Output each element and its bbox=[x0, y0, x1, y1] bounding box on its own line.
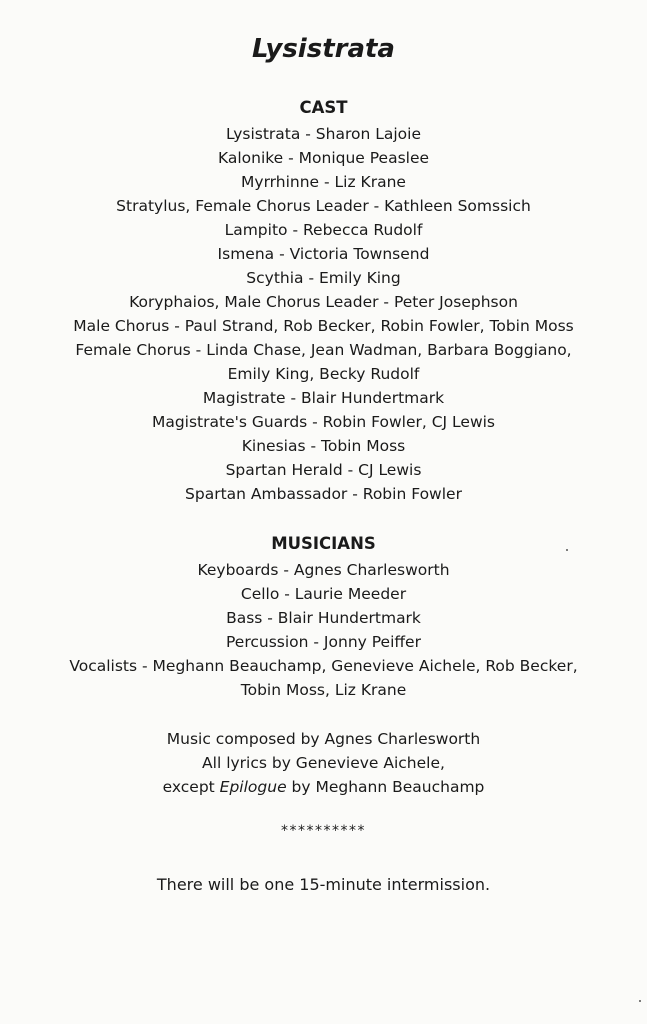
cast-line: Emily King, Becky Rudolf bbox=[227, 365, 420, 383]
cast-line: Lysistrata - Sharon Lajoie bbox=[225, 125, 421, 143]
music-credit: Music composed by Agnes Charlesworth bbox=[166, 730, 481, 748]
cast-line: Magistrate - Blair Hundertmark bbox=[202, 389, 445, 407]
cast-line: Ismena - Victoria Townsend bbox=[217, 245, 430, 263]
cast-line: Spartan Herald - CJ Lewis bbox=[225, 461, 422, 479]
cast-line: Spartan Ambassador - Robin Fowler bbox=[185, 485, 462, 503]
scan-speck bbox=[566, 549, 568, 551]
epilogue-title: Epilogue bbox=[219, 778, 287, 796]
cast-line: Female Chorus - Linda Chase, Jean Wadman, Barbara Boggiano, bbox=[75, 341, 572, 359]
play-title: Lysistrata bbox=[252, 34, 395, 64]
scan-speck bbox=[639, 1000, 641, 1002]
cast-line: Scythia - Emily King bbox=[246, 269, 401, 287]
musician-line: Cello - Laurie Meeder bbox=[240, 585, 407, 603]
epilogue-credit-suffix: by Meghann Beauchamp bbox=[286, 778, 485, 796]
lyrics-credit: All lyrics by Genevieve Aichele, bbox=[202, 754, 445, 772]
cast-line: Myrrhinne - Liz Krane bbox=[241, 173, 406, 191]
cast-line: Male Chorus - Paul Strand, Rob Becker, Robin Fowler, Tobin Moss bbox=[73, 317, 574, 335]
epilogue-credit-prefix: except bbox=[162, 778, 220, 796]
musicians-heading: MUSICIANS bbox=[271, 534, 376, 553]
musician-line: Keyboards - Agnes Charlesworth bbox=[197, 561, 450, 579]
cast-line: Kalonike - Monique Peaslee bbox=[217, 149, 430, 167]
cast-line: Stratylus, Female Chorus Leader - Kathleen Somssich bbox=[116, 197, 531, 215]
cast-line: Kinesias - Tobin Moss bbox=[241, 437, 406, 455]
cast-line: Magistrate's Guards - Robin Fowler, CJ Lewis bbox=[151, 413, 496, 431]
separator-stars: ********** bbox=[281, 823, 366, 839]
cast-heading: CAST bbox=[299, 98, 348, 117]
epilogue-credit bbox=[0, 777, 647, 797]
cast-line: Lampito - Rebecca Rudolf bbox=[224, 221, 423, 239]
intermission-note: There will be one 15-minute intermission. bbox=[156, 875, 491, 894]
musician-line: Bass - Blair Hundertmark bbox=[226, 609, 421, 627]
musician-line: Tobin Moss, Liz Krane bbox=[240, 681, 407, 699]
musician-line: Vocalists - Meghann Beauchamp, Genevieve Aichele, Rob Becker, bbox=[69, 657, 578, 675]
cast-line: Koryphaios, Male Chorus Leader - Peter Josephson bbox=[129, 293, 518, 311]
musician-line: Percussion - Jonny Peiffer bbox=[226, 633, 421, 651]
